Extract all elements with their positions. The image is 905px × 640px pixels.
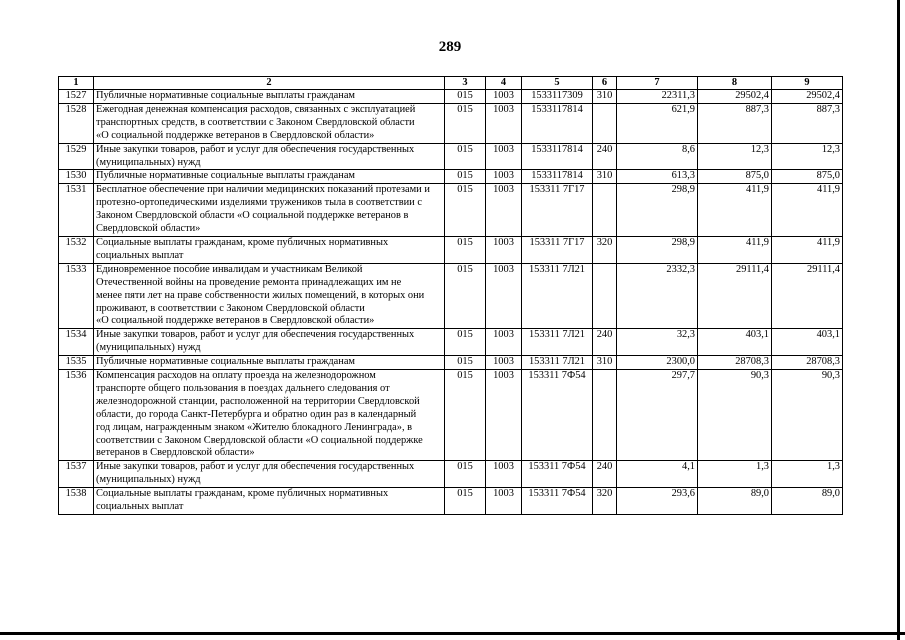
description-line: Ежегодная денежная компенсация расходов, связанных с эксплуатацией	[96, 103, 416, 115]
description-line: (муниципальных) нужд	[96, 342, 201, 354]
ministry-code: 015	[445, 263, 486, 329]
section-code: 1003	[486, 143, 522, 170]
row-number: 1528	[59, 103, 94, 143]
section-code: 1003	[486, 103, 522, 143]
amount-col-7: 613,3	[617, 170, 698, 184]
description-line: Публичные нормативные социальные выплаты гражданам	[96, 356, 356, 368]
row-number: 1529	[59, 143, 94, 170]
amount-col-7: 298,9	[617, 184, 698, 237]
ministry-code: 015	[445, 90, 486, 104]
expense-type-code: 320	[593, 236, 617, 263]
table-row	[59, 488, 843, 515]
description-line: (муниципальных) нужд	[96, 474, 201, 486]
expense-type-code	[593, 263, 617, 329]
header-cell: 3	[445, 77, 486, 90]
table-row	[59, 370, 843, 461]
row-description	[94, 184, 445, 237]
description-line: социальных выплат	[96, 501, 184, 513]
row-number: 1537	[59, 461, 94, 488]
header-cell: 8	[698, 77, 772, 90]
row-description	[94, 90, 445, 104]
amount-col-9: 875,0	[772, 170, 843, 184]
description-line: (муниципальных) нужд	[96, 156, 201, 168]
row-description	[94, 236, 445, 263]
description-line: ветеранов в Свердловской области»	[96, 447, 255, 459]
table-row	[59, 170, 843, 184]
amount-col-7: 2300,0	[617, 356, 698, 370]
description-line: Иные закупки товаров, работ и услуг для обеспечения государственных	[96, 143, 415, 155]
amount-col-7: 2332,3	[617, 263, 698, 329]
description-line: Иные закупки товаров, работ и услуг для обеспечения государственных	[96, 461, 415, 473]
row-number: 1532	[59, 236, 94, 263]
description-line: протезно-ортопедическими изделиями тружеников тыла в соответствии с	[96, 197, 422, 209]
row-number: 1534	[59, 329, 94, 356]
table-row	[59, 236, 843, 263]
ministry-code: 015	[445, 329, 486, 356]
header-cell: 7	[617, 77, 698, 90]
ministry-code: 015	[445, 143, 486, 170]
amount-col-8: 28708,3	[698, 356, 772, 370]
row-description	[94, 329, 445, 356]
description-line: транспортных средств, в соответствии с Законом Свердловской области	[96, 116, 415, 128]
amount-col-7: 4,1	[617, 461, 698, 488]
table-row	[59, 90, 843, 104]
amount-col-9: 1,3	[772, 461, 843, 488]
target-article-code: 153311 7Ф54	[522, 461, 593, 488]
row-description	[94, 263, 445, 329]
ministry-code: 015	[445, 461, 486, 488]
section-code: 1003	[486, 90, 522, 104]
description-line: Публичные нормативные социальные выплаты гражданам	[96, 170, 356, 182]
amount-col-8: 403,1	[698, 329, 772, 356]
row-description	[94, 143, 445, 170]
header-cell: 4	[486, 77, 522, 90]
expense-type-code: 310	[593, 356, 617, 370]
row-description	[94, 170, 445, 184]
amount-col-9: 411,9	[772, 236, 843, 263]
amount-col-9: 12,3	[772, 143, 843, 170]
table-row	[59, 263, 843, 329]
row-description	[94, 103, 445, 143]
ministry-code: 015	[445, 184, 486, 237]
row-number: 1531	[59, 184, 94, 237]
amount-col-8: 411,9	[698, 184, 772, 237]
section-code: 1003	[486, 356, 522, 370]
description-line: год лицам, награжденным знаком «Жителю блокадного Ленинграда», в	[96, 421, 413, 433]
description-line: Отечественной войны на проведение ремонта принадлежащих им не	[96, 276, 402, 288]
row-number: 1533	[59, 263, 94, 329]
table-body	[59, 90, 843, 515]
header-cell: 1	[59, 77, 94, 90]
description-line: области, до города Санкт-Петербурга и обратно один раз в календарный	[96, 408, 417, 420]
table-row	[59, 103, 843, 143]
target-article-code: 1533117814	[522, 103, 593, 143]
row-number: 1536	[59, 370, 94, 461]
amount-col-9: 90,3	[772, 370, 843, 461]
amount-col-8: 1,3	[698, 461, 772, 488]
description-line: Социальные выплаты гражданам, кроме публичных нормативных	[96, 236, 389, 248]
header-cell: 6	[593, 77, 617, 90]
section-code: 1003	[486, 461, 522, 488]
row-description	[94, 370, 445, 461]
expense-type-code: 310	[593, 170, 617, 184]
target-article-code: 1533117814	[522, 170, 593, 184]
table-row	[59, 184, 843, 237]
amount-col-8: 29111,4	[698, 263, 772, 329]
target-article-code: 153311 7Ф54	[522, 370, 593, 461]
target-article-code: 153311 7Ф54	[522, 488, 593, 515]
description-line: проживают, в соответствии с Законом Свердловской области	[96, 302, 365, 314]
amount-col-8: 875,0	[698, 170, 772, 184]
amount-col-7: 32,3	[617, 329, 698, 356]
row-number: 1535	[59, 356, 94, 370]
expense-type-code: 310	[593, 90, 617, 104]
header-cell: 9	[772, 77, 843, 90]
description-line: Законом Свердловской области «О социальной поддержке ветеранов в	[96, 210, 409, 222]
amount-col-7: 297,7	[617, 370, 698, 461]
amount-col-8: 29502,4	[698, 90, 772, 104]
row-number: 1538	[59, 488, 94, 515]
description-line: Единовременное пособие инвалидам и участникам Великой	[96, 263, 363, 275]
page-frame-right-edge	[897, 0, 900, 640]
target-article-code: 153311 7Л21	[522, 329, 593, 356]
amount-col-9: 411,9	[772, 184, 843, 237]
description-line: Компенсация расходов на оплату проезда на железнодорожном	[96, 370, 376, 382]
description-line: транспорте общего пользования в поездах дальнего следования от	[96, 382, 390, 394]
description-line: Публичные нормативные социальные выплаты гражданам	[96, 90, 356, 101]
section-code: 1003	[486, 184, 522, 237]
description-line: Иные закупки товаров, работ и услуг для обеспечения государственных	[96, 329, 415, 341]
description-line: «О социальной поддержке ветеранов в Свердловской области»	[96, 129, 375, 141]
amount-col-7: 293,6	[617, 488, 698, 515]
amount-col-7: 8,6	[617, 143, 698, 170]
section-code: 1003	[486, 236, 522, 263]
page-number: 289	[438, 39, 462, 55]
amount-col-9: 403,1	[772, 329, 843, 356]
table-row	[59, 329, 843, 356]
amount-col-9: 28708,3	[772, 356, 843, 370]
amount-col-7: 298,9	[617, 236, 698, 263]
target-article-code: 1533117309	[522, 90, 593, 104]
target-article-code: 153311 7Г17	[522, 184, 593, 237]
description-line: социальных выплат	[96, 249, 184, 261]
section-code: 1003	[486, 329, 522, 356]
amount-col-8: 90,3	[698, 370, 772, 461]
table-row	[59, 356, 843, 370]
table-row	[59, 461, 843, 488]
row-number: 1527	[59, 90, 94, 104]
header-cell: 5	[522, 77, 593, 90]
description-line: Бесплатное обеспечение при наличии медицинских показаний протезами и	[96, 184, 430, 196]
amount-col-7: 22311,3	[617, 90, 698, 104]
expense-type-code	[593, 184, 617, 237]
expense-type-code: 320	[593, 488, 617, 515]
table-header-row	[59, 77, 843, 90]
amount-col-7: 621,9	[617, 103, 698, 143]
description-line: Социальные выплаты гражданам, кроме публичных нормативных	[96, 488, 389, 500]
expense-type-code	[593, 103, 617, 143]
expense-type-code: 240	[593, 329, 617, 356]
expense-type-code	[593, 370, 617, 461]
ministry-code: 015	[445, 103, 486, 143]
amount-col-8: 89,0	[698, 488, 772, 515]
ministry-code: 015	[445, 356, 486, 370]
description-line: «О социальной поддержке ветеранов в Свердловской области»	[96, 315, 375, 327]
description-line: Свердловской области»	[96, 223, 201, 235]
amount-col-8: 411,9	[698, 236, 772, 263]
description-line: менее пяти лет на праве собственности жилых помещений, в которых они	[96, 289, 425, 301]
table-row	[59, 143, 843, 170]
page-frame-bottom-edge	[0, 632, 905, 635]
amount-col-8: 12,3	[698, 143, 772, 170]
row-description	[94, 356, 445, 370]
section-code: 1003	[486, 263, 522, 329]
amount-col-9: 29111,4	[772, 263, 843, 329]
ministry-code: 015	[445, 370, 486, 461]
description-line: соответствии с Законом Свердловской области «О социальной поддержке	[96, 434, 423, 446]
target-article-code: 1533117814	[522, 143, 593, 170]
ministry-code: 015	[445, 488, 486, 515]
section-code: 1003	[486, 170, 522, 184]
budget-table	[58, 76, 843, 515]
ministry-code: 015	[445, 236, 486, 263]
header-cell: 2	[94, 77, 445, 90]
description-line: железнодорожной станции, расположенной на территории Свердловской	[96, 395, 420, 407]
section-code: 1003	[486, 370, 522, 461]
section-code: 1003	[486, 488, 522, 515]
amount-col-9: 887,3	[772, 103, 843, 143]
amount-col-8: 887,3	[698, 103, 772, 143]
row-description	[94, 461, 445, 488]
amount-col-9: 89,0	[772, 488, 843, 515]
row-number: 1530	[59, 170, 94, 184]
target-article-code: 153311 7Л21	[522, 263, 593, 329]
target-article-code: 153311 7Г17	[522, 236, 593, 263]
target-article-code: 153311 7Л21	[522, 356, 593, 370]
ministry-code: 015	[445, 170, 486, 184]
row-description	[94, 488, 445, 515]
amount-col-9: 29502,4	[772, 90, 843, 104]
expense-type-code: 240	[593, 461, 617, 488]
expense-type-code: 240	[593, 143, 617, 170]
